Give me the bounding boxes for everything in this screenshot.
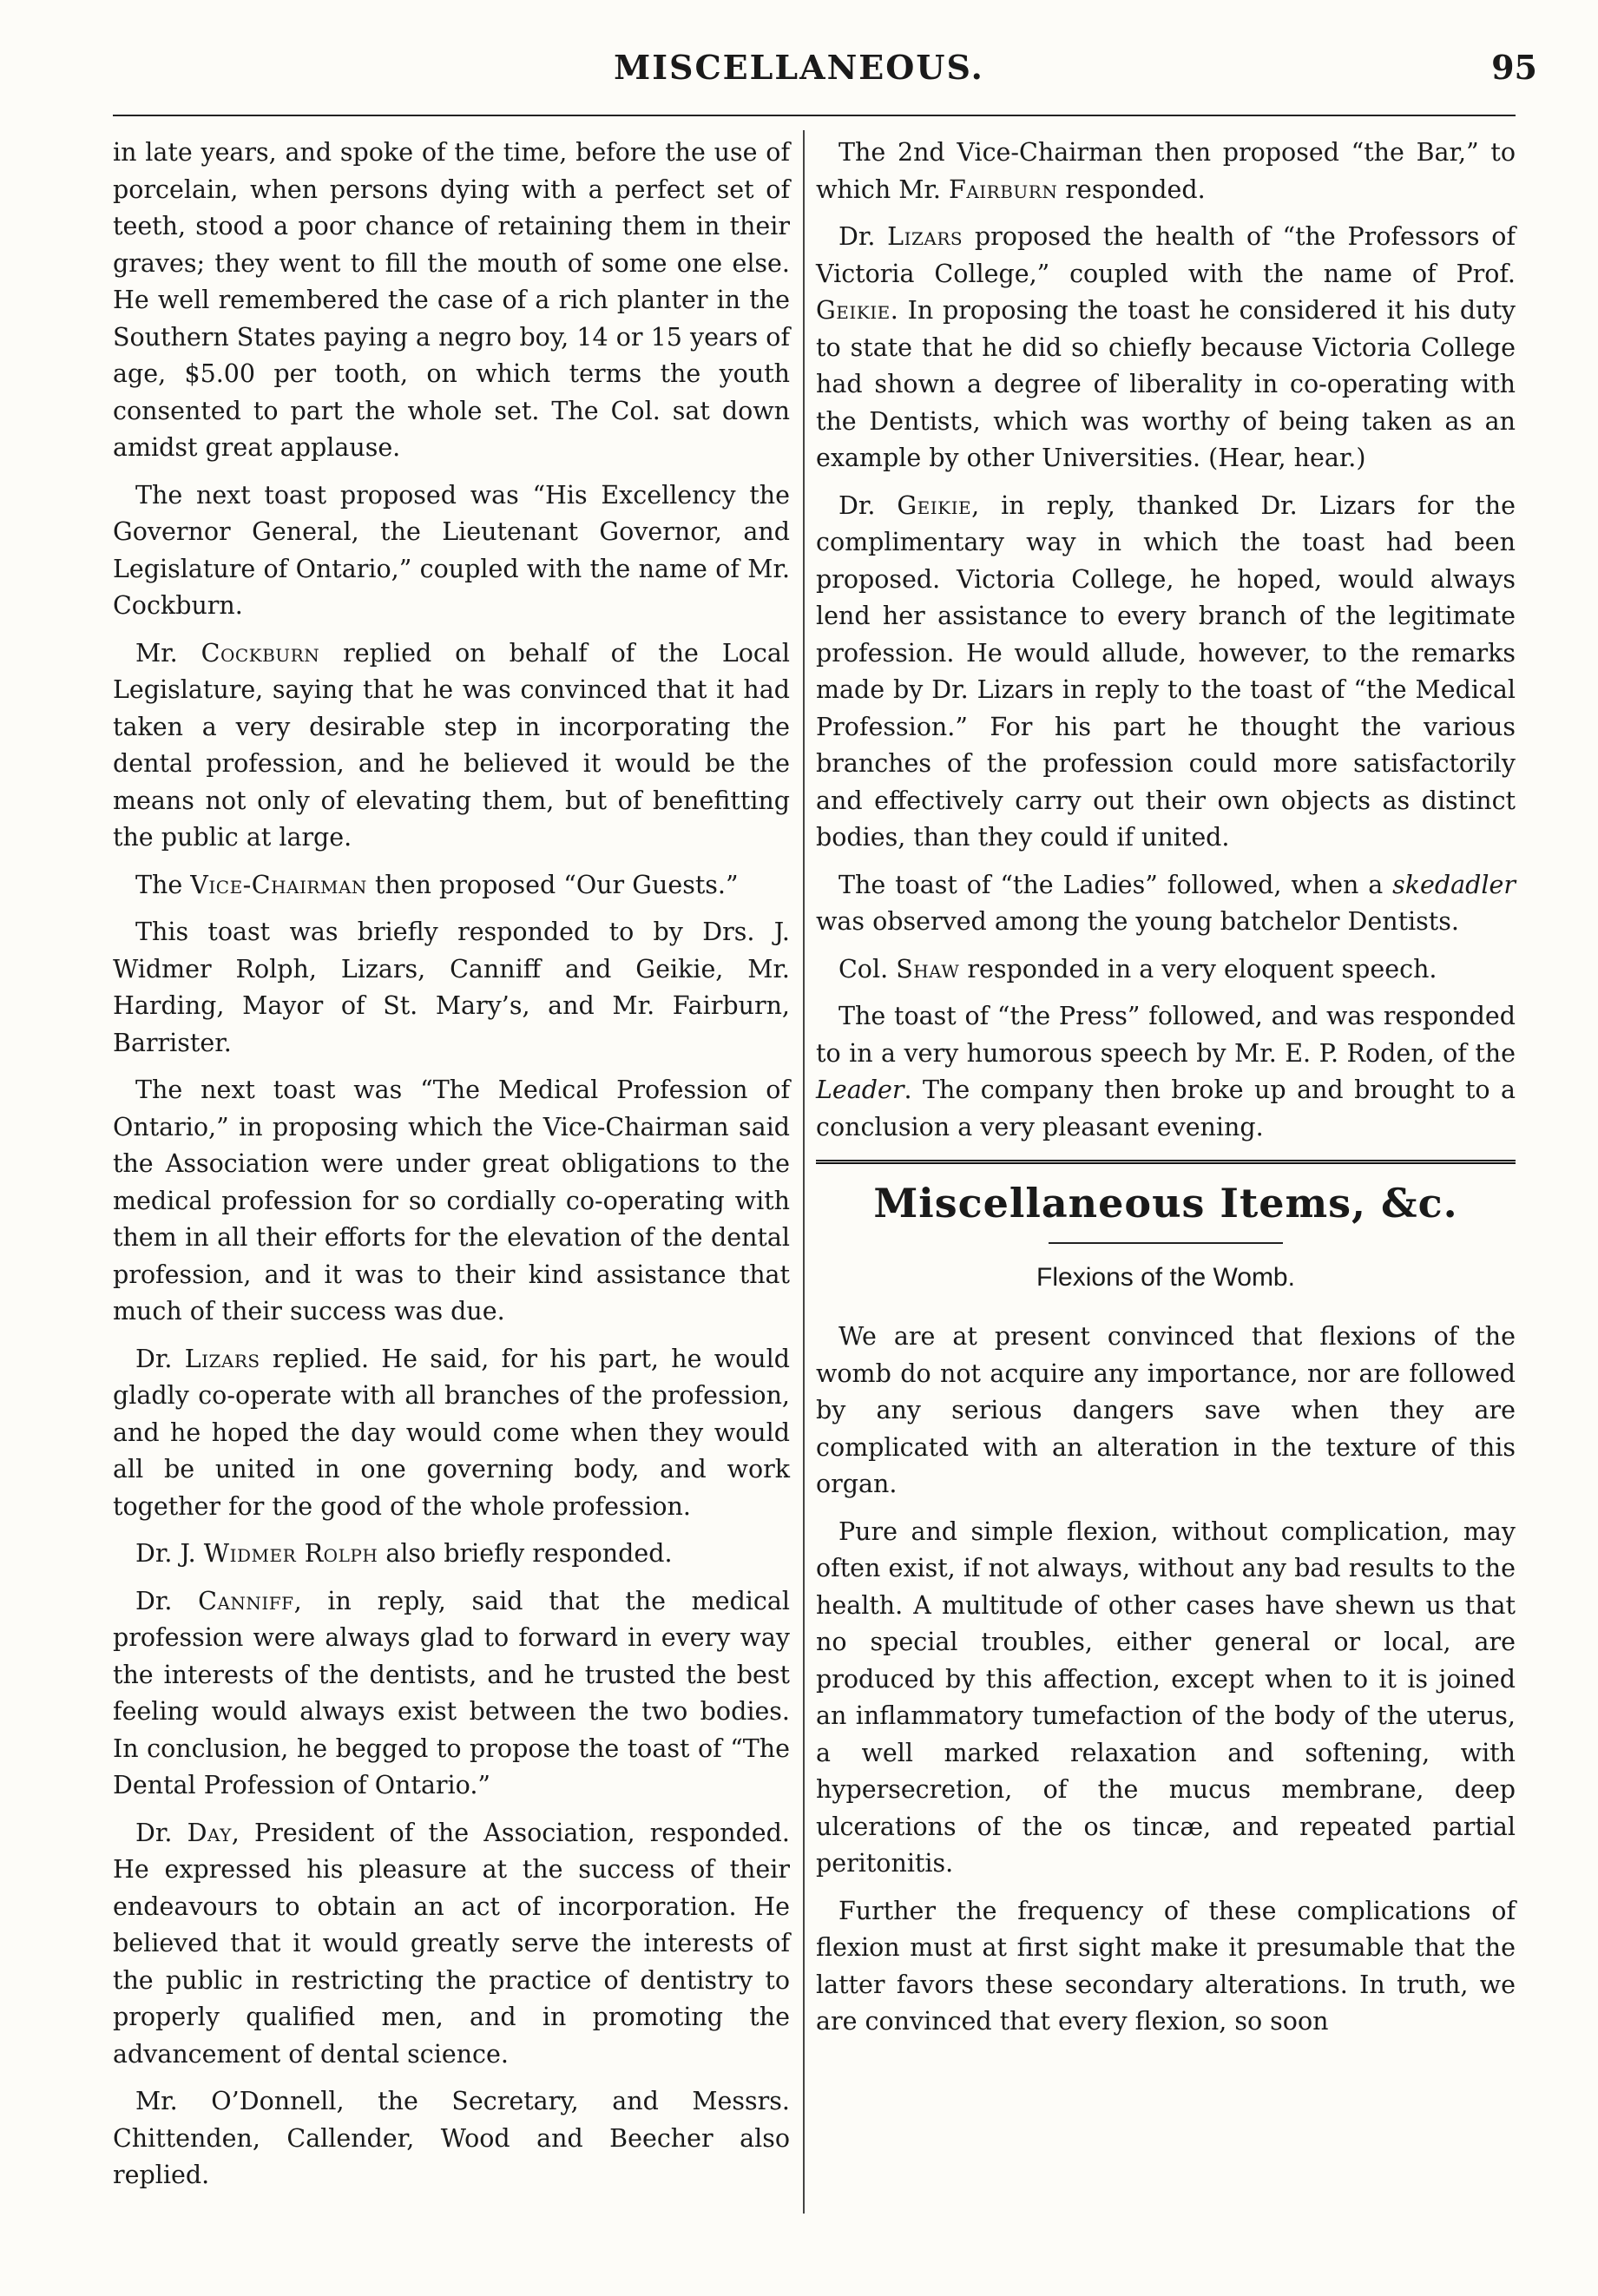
paragraph: Dr. Lizars proposed the health of “the Professors of Victoria College,” coupled with the name of Prof. Geikie. In proposing the toast he considered it his duty to state that he did so chiefly because Victoria College had shown a degree of liberality in co-operating with the Dentists, which was worthy of being taken as an example by other Universities. (Hear, hear.) [816, 222, 1516, 472]
paragraph: Dr. Geikie, in reply, thanked Dr. Lizars for the complimentary way in which the toast had been proposed. Victoria College, he hoped, would always lend her assistance to every branch of the legitimate profession. He would allude, however, to the remarks made by Dr. Lizars in reply to the toast of “the Medical Profession.” For his part he thought the various branches of the profession could more satisfactorily and effectively carry out their own objects as distinct bodies, than they could if united. [816, 490, 1516, 852]
left-column [113, 135, 790, 2205]
page-number: 95 [1491, 48, 1537, 87]
paragraph: Further the frequency of these complications of flexion must at first sight make it presumable that the latter favors these secondary alterations. In truth, we are convinced that every flexion, so soon [816, 1896, 1516, 2036]
paragraph: The next toast was “The Medical Profession of Ontario,” in proposing which the Vice-Chairman said the Association were under great obligations to the medical profession for so cordially co-operating with them in all their efforts for the elevation of the dental profession, and it was to their kind assistance that much of their success was due. [113, 1076, 790, 1326]
section-divider [816, 1160, 1516, 1164]
paragraph: The toast of “the Ladies” followed, when a skedadler was observed among the young batchelor Dentists. [816, 870, 1516, 936]
running-title: MISCELLANEOUS. [614, 48, 984, 87]
paragraph: Dr. Lizars replied. He said, for his part, he would gladly co-operate with all branches of the profession, and he hoped the day would come when they would all be united in one governing body, and work together for the good of the whole profession. [113, 1344, 790, 1521]
paragraph: The toast of “the Press” followed, and was responded to in a very humorous speech by Mr. E. P. Roden, of the Leader. The company then broke up and brought to a conclusion a very pleasant evening. [816, 1002, 1516, 1141]
header-rule [113, 115, 1516, 116]
paragraph: Mr. Cockburn replied on behalf of the Local Legislature, saying that he was convinced that it had taken a very desirable step in incorporating the dental profession, and he believed it would be the means not only of elevating them, but of benefitting the public at large. [113, 638, 790, 852]
paragraph: Col. Shaw responded in a very eloquent speech. [838, 954, 1437, 984]
paragraph: Dr. Day, President of the Association, responded. He expressed his pleasure at the success of their endeavours to obtain an act of incorporation. He believed that it would greatly serve the interests of the public in restricting the practice of dentistry to properly qualified men, and in promoting the advancement of dental science. [113, 1818, 790, 2069]
running-head [0, 48, 1598, 100]
title-rule [1049, 1242, 1283, 1244]
article-title: Flexions of the Womb. [1036, 1263, 1295, 1292]
paragraph: in late years, and spoke of the time, before the use of porcelain, when persons dying with a perfect set of teeth, stood a poor chance of retaining them in their graves; they went to fill the mouth of some one else. He well remembered the case of a rich planter in the Southern States paying a negro boy, 14 or 15 years of age, $5.00 per tooth, on which terms the youth consented to part the whole set. The Col. sat down amidst great applause. [113, 138, 790, 462]
paragraph: We are at present convinced that flexions of the womb do not acquire any importance, nor are followed by any serious dangers save when they are complicated with an alteration in the texture of this organ. [816, 1322, 1516, 1498]
paragraph: Pure and simple flexion, without complication, may often exist, if not always, without any bad results to the health. A multitude of other cases have shewn us that no special troubles, either general or local, are produced by this affection, except when to it is joined an inflammatory tumefaction of the body of the uterus, a well marked relaxation and softening, with hypersecretion, of the mucus membrane, deep ulcerations of the os tincæ, and repeated partial peritonitis. [816, 1516, 1516, 1878]
column-divider [803, 130, 805, 2214]
paragraph: Dr. Canniff, in reply, said that the medical profession were always glad to forward in every way the interests of the dentists, and he trusted the best feeling would always exist between the two bodies. In conclusion, he begged to propose the toast of “The Dental Profession of Ontario.” [113, 1586, 790, 1799]
paragraph: The next toast proposed was “His Excellency the Governor General, the Lieutenant Governor, and Legislature of Ontario,” coupled with the name of Mr. Cockburn. [113, 480, 790, 620]
paragraph: The Vice-Chairman then proposed “Our Guests.” [135, 870, 739, 899]
paragraph: Mr. O’Donnell, the Secretary, and Messrs. Chittenden, Callender, Wood and Beecher also replied. [113, 2087, 790, 2189]
paragraph: Dr. J. Widmer Rolph also briefly responded. [135, 1539, 673, 1568]
paragraph: This toast was briefly responded to by Drs. J. Widmer Rolph, Lizars, Canniff and Geikie, Mr. Harding, Mayor of St. Mary’s, and Mr. Fairburn, Barrister. [113, 918, 790, 1057]
paragraph: The 2nd Vice-Chairman then proposed “the Bar,” to which Mr. Fairburn responded. [816, 138, 1516, 204]
section-title: Miscellaneous Items, &c. [873, 1180, 1458, 1227]
right-column [816, 135, 1516, 2051]
